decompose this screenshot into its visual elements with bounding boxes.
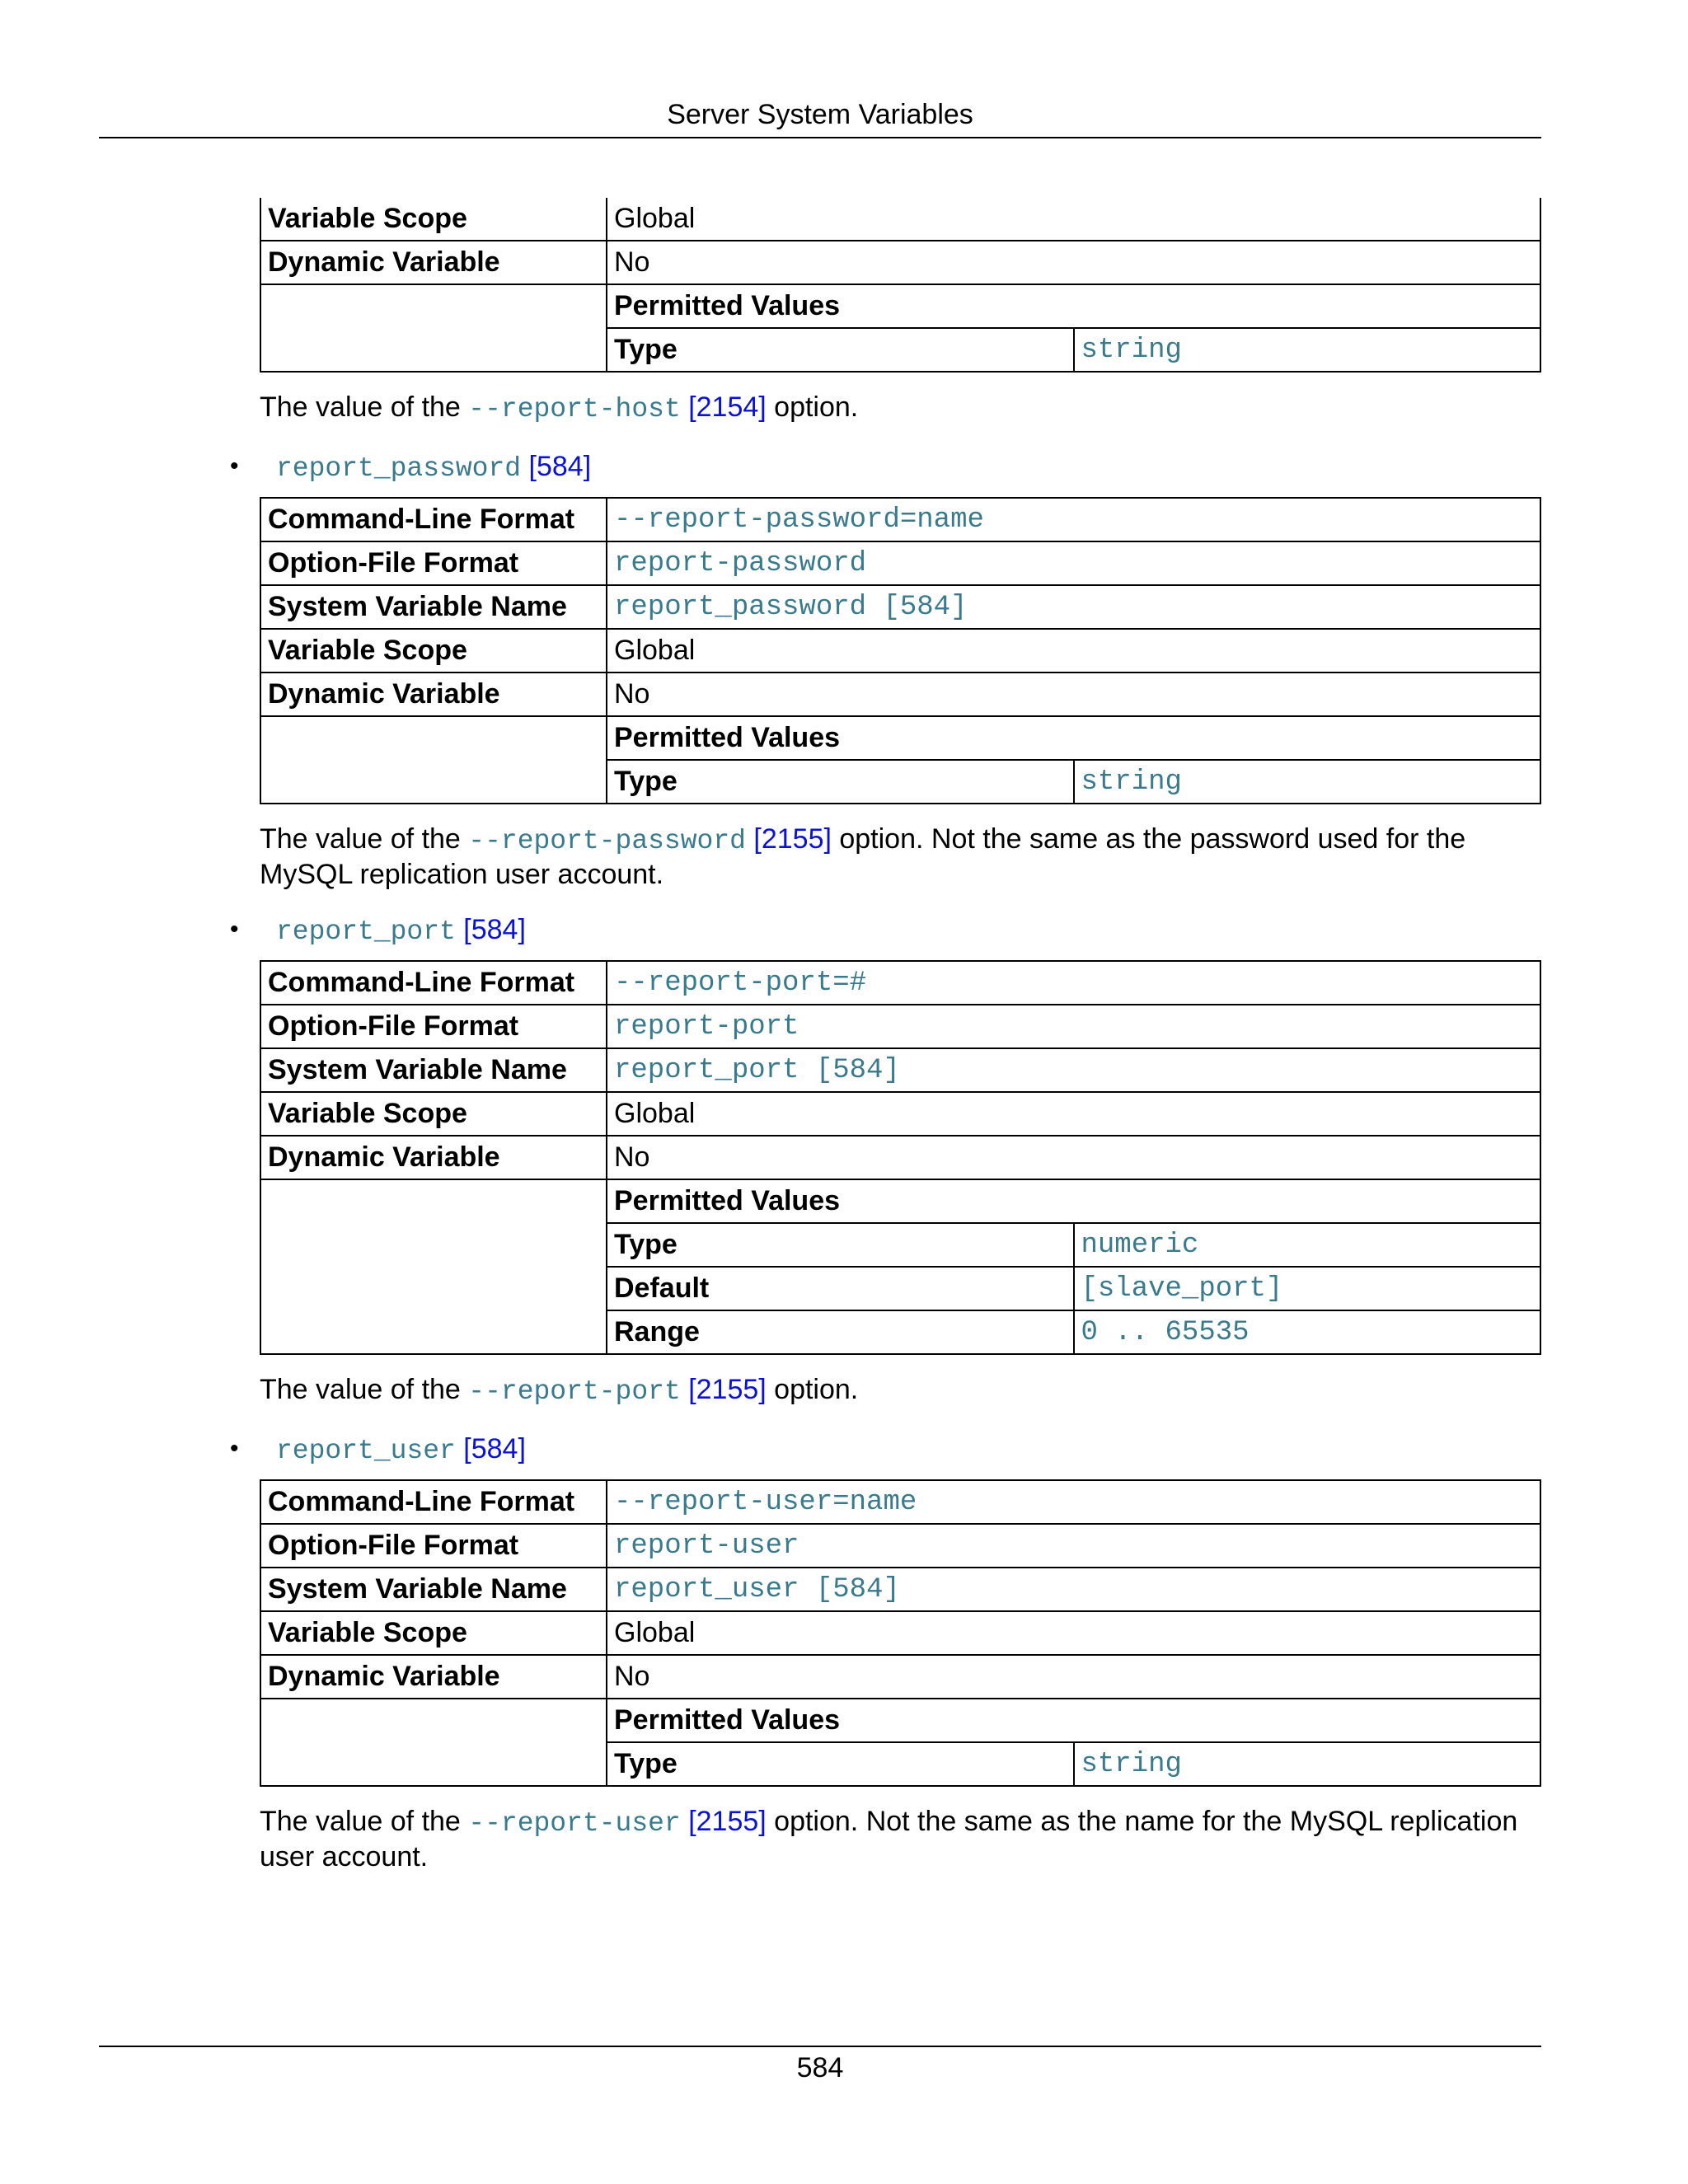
permitted-values-table <box>607 717 1540 803</box>
value-type: numeric <box>1074 1223 1540 1267</box>
label-variable-scope: Variable Scope <box>260 1092 607 1136</box>
option-ref-link[interactable]: [2155] <box>688 1374 767 1405</box>
option-code: --report-host <box>468 394 681 424</box>
label-type: Type <box>607 1742 1074 1785</box>
value-system-variable-name[interactable]: report_user [584] <box>607 1568 1540 1611</box>
label-variable-scope: Variable Scope <box>260 629 607 673</box>
value-variable-scope: Global <box>607 629 1540 673</box>
value-option-file-format: report-port <box>607 1005 1540 1048</box>
value-command-line-format: --report-user=name <box>607 1480 1540 1524</box>
report-password-description: The value of the --report-password [2155] option. Not the same as the password used for the MySQL replication user account. <box>260 823 1466 890</box>
value-variable-scope: Global <box>607 1092 1540 1136</box>
bullet-icon: • <box>230 1435 239 1462</box>
label-default: Default <box>607 1267 1074 1310</box>
empty-label-cell <box>260 284 607 372</box>
option-code: --report-user <box>468 1808 681 1839</box>
label-option-file-format: Option-File Format <box>260 1005 607 1048</box>
bullet-icon: • <box>230 916 239 943</box>
permitted-values-heading: Permitted Values <box>614 1704 841 1736</box>
list-item <box>230 912 1541 949</box>
label-dynamic-variable: Dynamic Variable <box>260 1655 607 1699</box>
permitted-values-heading: Permitted Values <box>614 1185 841 1216</box>
running-header: Server System Variables <box>667 99 973 130</box>
value-default: [slave_port] <box>1074 1267 1540 1310</box>
label-dynamic-variable: Dynamic Variable <box>260 673 607 716</box>
label-type: Type <box>607 1223 1074 1267</box>
permitted-values-table <box>607 285 1540 371</box>
option-ref-link[interactable]: [2155] <box>753 823 832 855</box>
value-type: string <box>1074 1742 1540 1785</box>
bullet-icon: • <box>230 452 239 480</box>
variable-name[interactable]: report_port <box>276 916 456 947</box>
variable-ref-link[interactable]: [584] <box>463 914 526 945</box>
permitted-values-table <box>607 1699 1540 1785</box>
label-type: Type <box>607 328 1074 371</box>
table-row <box>260 241 1540 284</box>
page-content <box>230 198 1541 1873</box>
value-system-variable-name[interactable]: report_port [584] <box>607 1048 1540 1092</box>
permitted-values-heading: Permitted Values <box>614 722 841 753</box>
report-user-description: The value of the --report-user [2155] option. Not the same as the name for the MySQL replication user account. <box>260 1806 1518 1872</box>
label-range: Range <box>607 1310 1074 1353</box>
list-item <box>230 1432 1541 1469</box>
label-command-line-format: Command-Line Format <box>260 961 607 1005</box>
label-type: Type <box>607 760 1074 803</box>
label-option-file-format: Option-File Format <box>260 541 607 585</box>
label-system-variable-name: System Variable Name <box>260 1568 607 1611</box>
value-system-variable-name[interactable]: report_password [584] <box>607 585 1540 629</box>
value-variable-scope: Global <box>607 198 1540 241</box>
value-range: 0 .. 65535 <box>1074 1310 1540 1353</box>
option-code: --report-port <box>468 1376 681 1407</box>
value-dynamic-variable: No <box>607 673 1540 716</box>
label-command-line-format: Command-Line Format <box>260 498 607 541</box>
table-row <box>260 198 1540 241</box>
variable-name[interactable]: report_password <box>276 453 522 484</box>
report-password-table <box>260 497 1541 804</box>
label-dynamic-variable: Dynamic Variable <box>260 1136 607 1179</box>
permitted-values-heading: Permitted Values <box>614 290 841 321</box>
value-dynamic-variable: No <box>607 241 1540 284</box>
value-dynamic-variable: No <box>607 1655 1540 1699</box>
report-host-table <box>260 198 1541 373</box>
label-system-variable-name: System Variable Name <box>260 585 607 629</box>
value-type: string <box>1074 760 1540 803</box>
empty-label-cell <box>260 1699 607 1786</box>
empty-label-cell <box>260 716 607 804</box>
report-port-description: The value of the --report-port [2155] option. <box>260 1374 859 1407</box>
option-code: --report-password <box>468 826 746 856</box>
option-ref-link[interactable]: [2155] <box>688 1806 767 1837</box>
variable-name[interactable]: report_user <box>276 1436 456 1466</box>
value-command-line-format: --report-port=# <box>607 961 1540 1005</box>
value-variable-scope: Global <box>607 1611 1540 1655</box>
value-type: string <box>1074 328 1540 371</box>
table-row <box>260 284 1540 372</box>
value-option-file-format: report-password <box>607 541 1540 585</box>
report-port-table <box>260 960 1541 1355</box>
header-rule <box>99 137 1541 138</box>
value-command-line-format: --report-password=name <box>607 498 1540 541</box>
label-variable-scope: Variable Scope <box>260 198 607 241</box>
permitted-values-table <box>607 1180 1540 1353</box>
page-number: 584 <box>796 2052 844 2083</box>
variable-ref-link[interactable]: [584] <box>528 451 592 482</box>
label-dynamic-variable: Dynamic Variable <box>260 241 607 284</box>
label-system-variable-name: System Variable Name <box>260 1048 607 1092</box>
value-option-file-format: report-user <box>607 1524 1540 1568</box>
label-command-line-format: Command-Line Format <box>260 1480 607 1524</box>
variable-ref-link[interactable]: [584] <box>463 1433 526 1465</box>
footer-rule <box>99 2046 1541 2047</box>
empty-label-cell <box>260 1179 607 1354</box>
option-ref-link[interactable]: [2154] <box>688 391 767 423</box>
report-user-table <box>260 1479 1541 1787</box>
label-variable-scope: Variable Scope <box>260 1611 607 1655</box>
list-item <box>230 449 1541 486</box>
value-dynamic-variable: No <box>607 1136 1540 1179</box>
report-host-description: The value of the --report-host [2154] option. <box>260 391 859 424</box>
label-option-file-format: Option-File Format <box>260 1524 607 1568</box>
